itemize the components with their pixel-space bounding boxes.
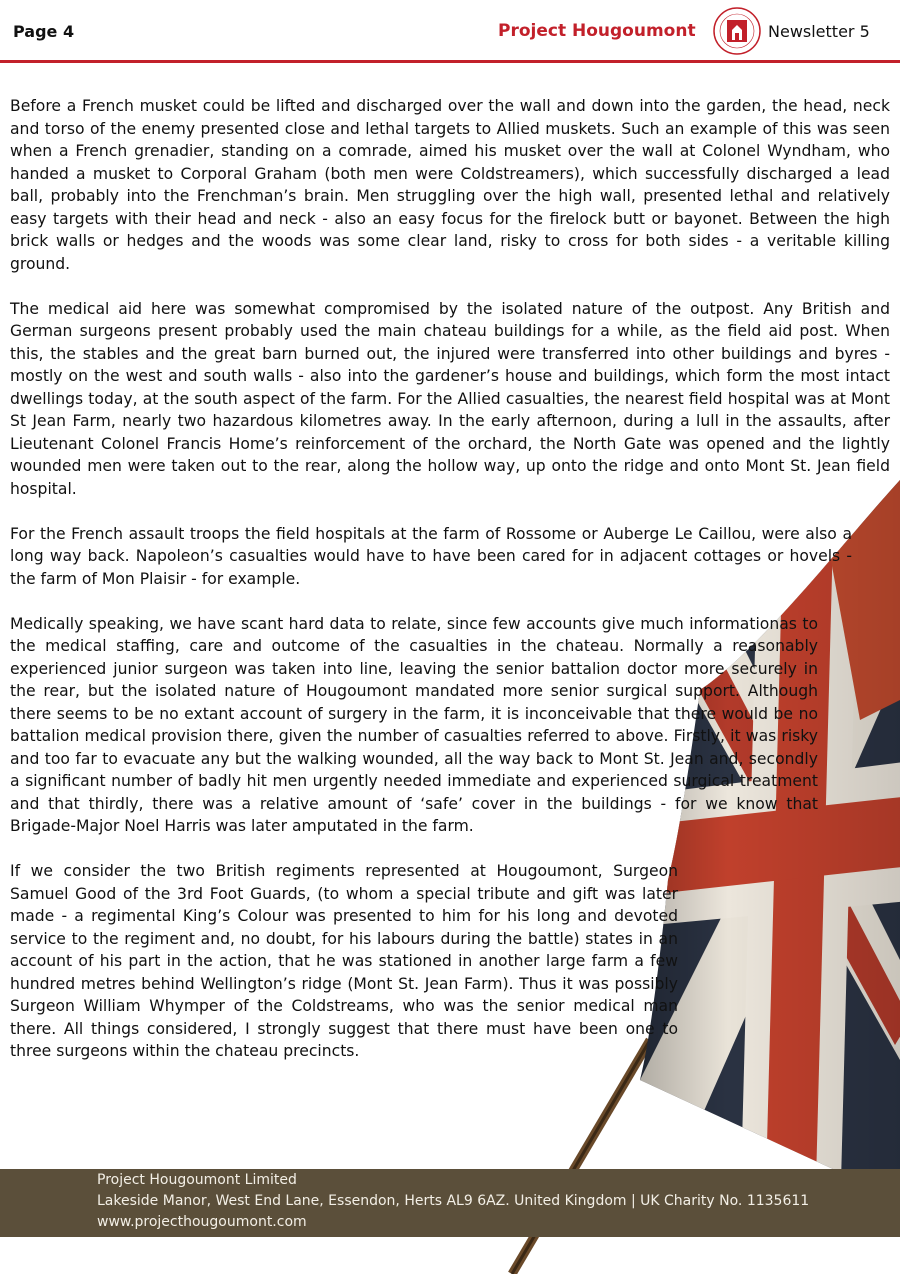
paragraph-1: Before a French musket could be lifted and discharged over the wall and down into the garden, the head, neck and torso of the enemy presented close and lethal targets to Allied muskets. Such an example of this was seen when a French grenadier, standing on a comrade, aimed his musket over the wall at Colonel Wyndham, who handed a musket to Corporal Graham (both men were Coldstreamers), which successfully discharged a lead ball, probably into the Frenchman’s brain. Men struggling over the high wall, presented lethal and relatively easy targets with their head and neck - also an easy focus for the firelock butt or bayonet. Between the high brick walls or hedges and the woods was some clear land, risky to cross for both sides - a veritable killing ground. (10, 97, 890, 273)
page-footer (0, 1169, 900, 1237)
paragraph-2: The medical aid here was somewhat compromised by the isolated nature of the outpost. Any British and German surgeons present probably used the main chateau buildings for a while, as the field aid post. When this, the stables and the great barn burned out, the injured were transferred into other buildings and byres - mostly on the west and south walls - also into the gardener’s house and buildings, which form the most intact dwellings today, at the south aspect of the farm. For the Allied casualties, the nearest field hospital was at Mont St Jean Farm, nearly two hazardous kilometres away. In the early afternoon, during a lull in the assaults, after Lieutenant Colonel Francis Home’s reinforcement of the orchard, the North Gate was opened and the lightly wounded men were taken out to the rear, along the hollow way, up onto the ridge and onto Mont St. Jean field hospital. (10, 299, 890, 498)
footer-org: Project Hougoumont Limited (97, 1172, 297, 1188)
footer-website-link[interactable]: www.projecthougoumont.com (97, 1214, 307, 1230)
page-header (0, 0, 900, 62)
project-hougoumont-logo (712, 6, 762, 56)
newsletter-issue: Newsletter 5 (768, 22, 870, 41)
page-number: Page 4 (13, 22, 75, 41)
brand-title: Project Hougoumont (498, 21, 696, 41)
article-body (10, 95, 890, 1085)
paragraph-4: Medically speaking, we have scant hard data to relate, since few accounts give much informationas to the medical staffing, care and outcome of the casualties in the chateau. Normally a reasonably experienced junior surgeon was taken into line, leaving the senior battalion doctor more securely in the rear, but the isolated nature of Hougoumont mandated more senior surgical support. Although there seems to be no extant account of surgery in the farm, it is inconceivable that there would be no battalion medical provision there, given the number of casualties referred to above. Firstly, it was risky and too far to evacuate any but the walking wounded, all the way back to Mont St. Jean and, secondly a significant number of badly hit men urgently needed immediate and experienced surgical treatment and that thirdly, there was a relative amount of ‘safe’ cover in the buildings - for we know that Brigade-Major Noel Harris was later amputated in the farm. (10, 614, 818, 835)
header-divider (0, 60, 900, 63)
footer-address: Lakeside Manor, West End Lane, Essendon, Herts AL9 6AZ. United Kingdom | UK Charity No. 1135611 (97, 1193, 810, 1209)
paragraph-5: If we consider the two British regiments represented at Hougoumont, Surgeon Samuel Good of the 3rd Foot Guards, (to whom a special tribute and gift was later made - a regimental King’s Colour was presented to him for his long and devoted service to the regiment and, no doubt, for his labours during the battle) states in an account of his part in the action, that he was stationed in another large farm a few hundred metres behind Wellington’s ridge (Mont St. Jean Farm). Thus it was possibly Surgeon William Whymper of the Coldstreams, who was the senior medical man there. All things considered, I strongly suggest that there must have been one to three surgeons within the chateau precincts. (10, 862, 678, 1060)
paragraph-3: For the French assault troops the field hospitals at the farm of Rossome or Auberge Le Caillou, were also a long way back. Napoleon’s casualties would have to have been cared for in adjacent cottages or hovels - the farm of Mon Plaisir - for example. (10, 524, 852, 588)
